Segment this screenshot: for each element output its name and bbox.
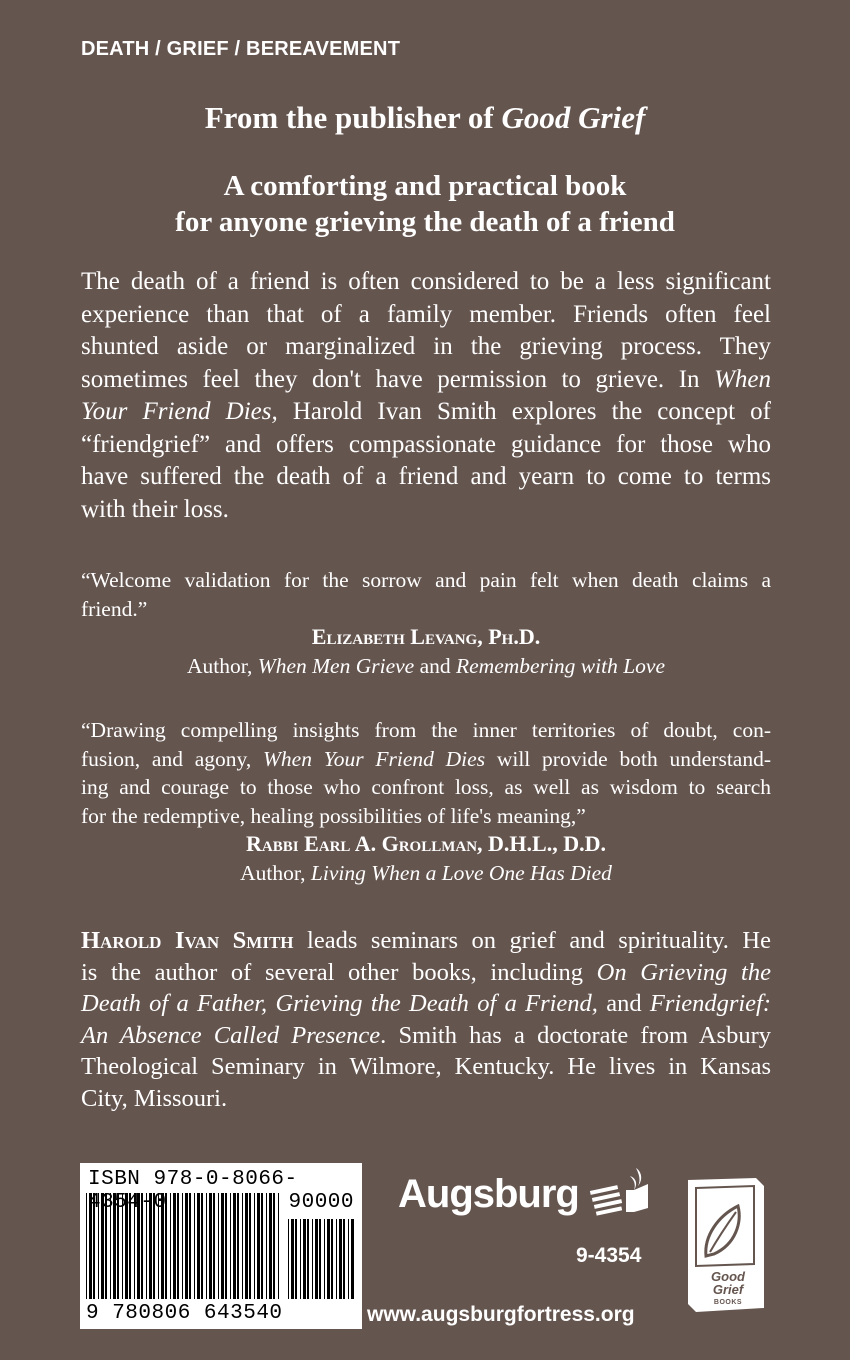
barcode-bar	[339, 1219, 342, 1299]
barcode-bar	[266, 1193, 267, 1299]
good-grief-label	[698, 1270, 758, 1309]
bio-line	[81, 925, 771, 957]
barcode-bar	[221, 1193, 224, 1299]
barcode-bar	[185, 1193, 188, 1299]
description-text: sometimes feel they don't have permission to grieve. In	[81, 365, 715, 393]
barcode-bar	[245, 1193, 248, 1299]
barcode-bar	[218, 1193, 219, 1299]
endorser-role-prefix: Author,	[186, 653, 258, 678]
barcode-bar	[170, 1193, 171, 1299]
barcode-bars	[86, 1193, 282, 1299]
barcode-bar	[254, 1193, 255, 1299]
category-label: DEATH / GRIEF / BEREAVEMENT	[81, 38, 401, 60]
barcode-bar	[230, 1193, 231, 1299]
bio-text: is the author of several other books, including	[81, 958, 597, 986]
barcode-bar	[86, 1193, 87, 1299]
augsburg-logo-icon	[586, 1162, 656, 1226]
barcode-bar	[93, 1193, 95, 1299]
barcode-bar	[134, 1193, 135, 1299]
barcode-bar	[89, 1193, 92, 1299]
barcode-bar	[327, 1219, 330, 1299]
description-text: Harold Ivan Smith explores the concept of	[277, 398, 771, 425]
description-line: The death of a friend is often considered to be a less significant	[81, 268, 771, 295]
barcode-bar	[324, 1219, 325, 1299]
description	[81, 266, 771, 526]
barcode-bar	[315, 1219, 318, 1299]
good-grief-line: Good	[711, 1269, 745, 1284]
barcode-bar	[125, 1193, 128, 1299]
author-name: Harold Ivan Smith	[81, 927, 294, 954]
barcode-bar	[351, 1219, 354, 1299]
barcode-bar	[242, 1193, 243, 1299]
barcode-bar	[225, 1193, 227, 1299]
barcode-bar	[129, 1193, 131, 1299]
barcode-bar	[161, 1193, 164, 1299]
bio-text: and	[597, 990, 650, 1017]
endorsement-line: “Drawing compelling insights from the inner territories of doubt, con-	[81, 718, 771, 742]
endorser-name: Elizabeth Levang, Ph.D.	[311, 624, 541, 649]
bio-text: . Smith has a doctorate from Asbury	[380, 1021, 771, 1049]
bio-line	[81, 957, 771, 989]
description-line: shunted aside or marginalized in the grieving process. They	[81, 333, 771, 360]
price-code: 90000	[288, 1191, 354, 1214]
description-line	[81, 396, 771, 429]
barcode-bar	[101, 1193, 104, 1299]
barcode-bar	[291, 1219, 294, 1299]
barcode-bar	[113, 1193, 116, 1299]
endorsement-text: fusion, and agony,	[81, 746, 264, 771]
barcode-bar	[209, 1193, 212, 1299]
barcode-digits: 9 780806 643540	[86, 1302, 283, 1325]
author-bio	[81, 925, 771, 1114]
barcode-bar	[197, 1193, 200, 1299]
barcode-bar	[295, 1219, 297, 1299]
endorser-name: Rabbi Earl A. Grollman, D.H.L., D.D.	[246, 831, 606, 856]
barcode-bar	[165, 1193, 167, 1299]
endorsement-book-title: When Your Friend Dies	[263, 746, 486, 771]
bio-book-title: An Absence Called Presence	[81, 1021, 381, 1049]
barcode-bar	[146, 1193, 147, 1299]
barcode-bar	[261, 1193, 263, 1299]
endorsement-line: friend.”	[81, 596, 148, 621]
description-line	[81, 364, 771, 397]
isbn-barcode	[80, 1163, 362, 1329]
endorser-role	[81, 859, 771, 888]
barcode-bar	[206, 1193, 207, 1299]
barcode-bar	[269, 1193, 272, 1299]
barcode-bar	[343, 1219, 345, 1299]
publisher-line	[0, 100, 850, 136]
barcode-bar	[173, 1193, 176, 1299]
website-url: www.augsburgfortress.org	[367, 1303, 635, 1326]
barcode-bar	[194, 1193, 195, 1299]
endorsement-line	[81, 745, 771, 774]
endorser-role-joiner: and	[414, 653, 456, 678]
barcode-bar	[182, 1193, 183, 1299]
good-grief-line: BOOKS	[713, 1299, 743, 1306]
bio-line: Theological Seminary in Wilmore, Kentucky. He lives in Kansas	[81, 1053, 771, 1080]
barcode-bar	[278, 1193, 279, 1299]
description-line: have suffered the death of a friend and yearn to come to terms	[81, 463, 771, 490]
barcode-bar	[105, 1193, 107, 1299]
barcode-bar	[110, 1193, 111, 1299]
price-barcode-bars	[288, 1219, 356, 1299]
barcode-bar	[137, 1193, 140, 1299]
description-line: “friendgrief” and offers compassionate guidance for those who	[81, 430, 771, 458]
barcode-bar	[122, 1193, 123, 1299]
barcode-bar	[303, 1219, 306, 1299]
bio-line: City, Missouri.	[81, 1084, 228, 1112]
barcode-bar	[273, 1193, 275, 1299]
barcode-bar	[348, 1219, 349, 1299]
barcode-bar	[149, 1193, 152, 1299]
description-line: with their loss.	[81, 495, 229, 523]
barcode-bar	[300, 1219, 301, 1299]
endorsement-line: “Welcome validation for the sorrow and pain felt when death claims a	[81, 568, 771, 592]
endorser-book-title: Living When a Love One Has Died	[310, 860, 612, 885]
barcode-bar	[237, 1193, 239, 1299]
endorser-book-title: Remembering with Love	[456, 653, 665, 678]
barcode-bar	[257, 1193, 260, 1299]
barcode-bar	[141, 1193, 143, 1299]
barcode-bar	[336, 1219, 337, 1299]
description-book-title: When	[714, 365, 771, 393]
tagline	[0, 168, 850, 240]
bio-book-title: Death of a Father, Grieving the Death of a Friend,	[81, 990, 598, 1017]
endorsement	[81, 566, 771, 680]
publisher-brand: Augsburg	[398, 1172, 579, 1216]
barcode-bar	[177, 1193, 179, 1299]
description-line: experience than that of a family member. Friends often feel	[81, 300, 771, 328]
bio-line	[81, 988, 771, 1020]
endorser-role-prefix: Author,	[240, 860, 311, 885]
publisher-book-title: Good Grief	[501, 100, 646, 135]
barcode-bar	[249, 1193, 251, 1299]
description-book-title: Your Friend Dies,	[81, 398, 278, 425]
endorsement-text: will provide both understand-	[485, 746, 771, 771]
bio-book-title: Friendgrief:	[649, 990, 772, 1017]
barcode-bar	[117, 1193, 119, 1299]
isbn-text: ISBN 978-0-8066- 354-0	[88, 1168, 298, 1214]
tagline-line: A comforting and practical book	[223, 170, 627, 202]
barcode-bar	[288, 1219, 289, 1299]
barcode-bar	[158, 1193, 159, 1299]
tagline-line: for anyone grieving the death of a friend	[175, 206, 675, 238]
endorsement	[81, 716, 771, 887]
bio-text: leads seminars on grief and spirituality. He	[293, 927, 772, 954]
barcode-bar	[331, 1219, 333, 1299]
bio-book-title: On Grieving the	[596, 958, 771, 986]
barcode-bar	[213, 1193, 215, 1299]
barcode-bar	[189, 1193, 191, 1299]
endorsement-line: ing and courage to those who confront loss, as well as wisdom to search	[81, 775, 771, 799]
barcode-bar	[312, 1219, 313, 1299]
endorser-role	[81, 652, 771, 681]
book-code: 9-4354	[576, 1244, 642, 1267]
barcode-bar	[153, 1193, 155, 1299]
publisher-prefix: From the publisher of	[204, 100, 502, 135]
endorser-book-title: When Men Grieve	[257, 653, 415, 678]
endorsement-line: for the redemptive, healing possibilities of life's meaning,”	[81, 803, 586, 828]
barcode-bar	[307, 1219, 309, 1299]
good-grief-line: Grief	[712, 1282, 744, 1297]
barcode-bar	[319, 1219, 321, 1299]
barcode-bar	[233, 1193, 236, 1299]
bio-line	[81, 1020, 771, 1052]
barcode-bar	[98, 1193, 99, 1299]
barcode-bar	[201, 1193, 203, 1299]
